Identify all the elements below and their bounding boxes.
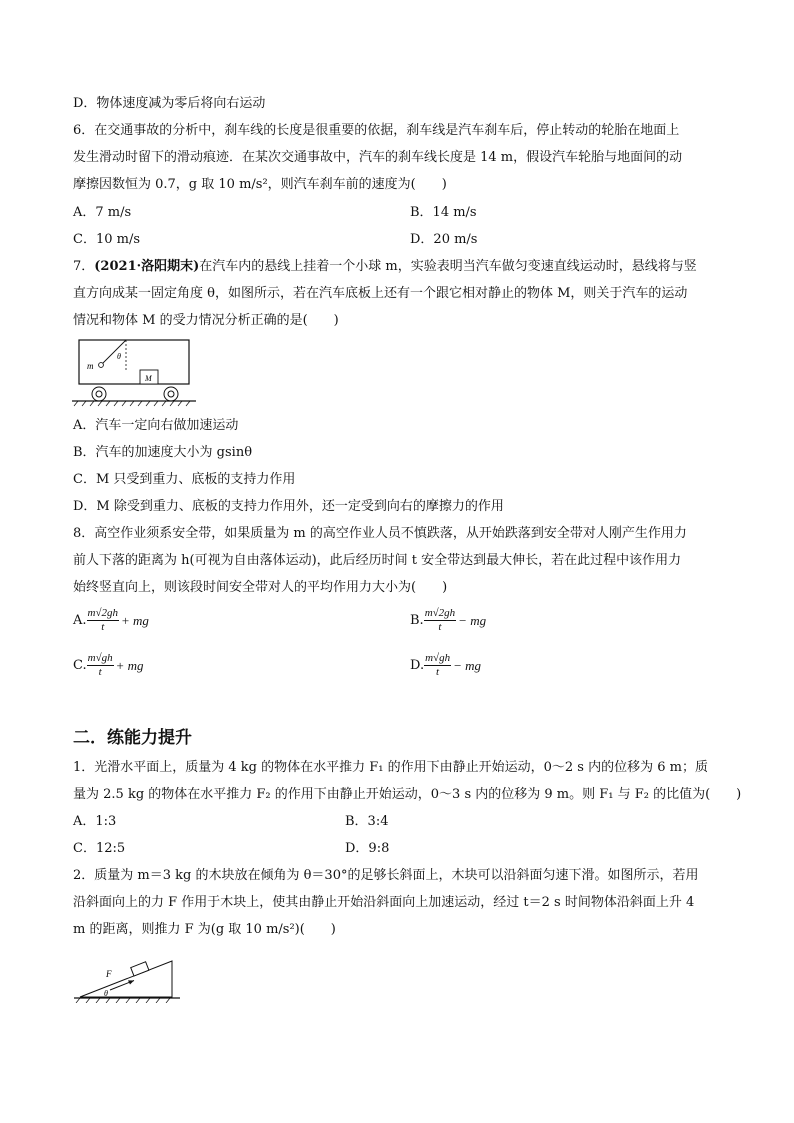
q6-option-c: C．10 m/s [73, 232, 140, 247]
q7-text-line2: 直方向成某一固定角度 θ，如图所示，若在汽车底板上还有一个跟它相对静止的物体 M，则关于汽车的运动 [73, 286, 688, 301]
q7-source: (2021·洛阳期末) [94, 259, 200, 274]
p2-text-line3: m 的距离，则推力 F 为(g 取 10 m/s²)( ) [73, 922, 336, 937]
fraction-denominator: t [101, 621, 105, 633]
q6-option-d: D．20 m/s [410, 232, 478, 247]
q8-option-a [73, 607, 149, 634]
p1-option-d: D．9:8 [345, 841, 390, 856]
q7-option-b: B．汽车的加速度大小为 gsinθ [73, 445, 253, 460]
fraction-numerator: m√2gh [424, 607, 456, 619]
p1-option-b: B．3:4 [345, 814, 389, 829]
q7-text-line3: 情况和物体 M 的受力情况分析正确的是( ) [73, 313, 339, 328]
q7-option-c: C．M 只受到重力、底板的支持力作用 [73, 472, 296, 487]
q8-text-line2: 前人下落的距离为 h(可视为自由落体运动)，此后经历时间 t 安全带达到最大伸长，若在此过程中该作用力 [73, 553, 682, 568]
car-pendulum-figure [70, 338, 200, 408]
q5-option-d: D．物体速度减为零后将向右运动 [73, 96, 266, 111]
q8-text-line1: 8．高空作业须系安全带，如果质量为 m 的高空作业人员不慎跌落，从开始跌落到安全带对人刚产生作用力 [73, 526, 687, 541]
p2-text-line1: 2．质量为 m＝3 kg 的木块放在倾角为 θ＝30°的足够长斜面上，木块可以沿斜面匀速下滑。如图所示，若用 [73, 868, 699, 883]
q6-text-line2: 发生滑动时留下的滑动痕迹．在某次交通事故中，汽车的刹车线长度是 14 m，假设汽车轮胎与地面间的动 [73, 150, 683, 165]
fraction-denominator: t [436, 666, 440, 678]
q8-option-d-label: D. [410, 658, 425, 673]
figure-label-theta: θ [104, 989, 108, 998]
fraction [424, 652, 451, 679]
figure-label-m: m [87, 361, 94, 371]
q6-option-a: A．7 m/s [73, 205, 132, 220]
p1-text-line1: 1．光滑水平面上，质量为 4 kg 的物体在水平推力 F₁ 的作用下由静止开始运动，0～2 s 内的位移为 6 m；质 [73, 760, 708, 775]
q7-line1-rest: 在汽车内的悬线上挂着一个小球 m，实验表明当汽车做匀变速直线运动时，悬线将与竖 [199, 259, 697, 274]
q6-option-b: B．14 m/s [410, 205, 477, 220]
q7-text-line1 [73, 259, 697, 275]
fraction-denominator: t [98, 666, 102, 678]
incline-figure [72, 955, 184, 1003]
q6-text-line1: 6．在交通事故的分析中，刹车线的长度是很重要的依据，刹车线是汽车刹车后，停止转动的轮胎在地面上 [73, 123, 680, 138]
p1-text-line2: 量为 2.5 kg 的物体在水平推力 F₂ 的作用下由静止开始运动，0～3 s 内的位移为 9 m。则 F₁ 与 F₂ 的比值为( ) [73, 787, 742, 802]
fraction [87, 607, 119, 634]
fraction-numerator: m√gh [87, 652, 113, 664]
q8-option-b [410, 607, 486, 634]
q8-option-a-label: A. [73, 613, 87, 628]
q8-text-line3: 始终竖直向上，则该段时间安全带对人的平均作用力大小为( ) [73, 580, 448, 595]
fraction-denominator: t [438, 621, 442, 633]
p1-option-c: C．12:5 [73, 841, 126, 856]
section-title: 二．练能力提升 [73, 728, 192, 748]
q8-option-c-label: C. [73, 658, 87, 673]
q8-option-d [410, 652, 481, 679]
q6-text-line3: 摩擦因数恒为 0.7，g 取 10 m/s²，则汽车刹车前的速度为( ) [73, 177, 447, 192]
figure-label-F: F [106, 969, 112, 979]
figure-label-theta: θ [117, 352, 121, 361]
fraction-tail: + mg [115, 657, 144, 673]
figure-label-M: M [145, 374, 152, 383]
fraction-tail: − mg [453, 657, 481, 673]
q8-option-b-label: B. [410, 613, 424, 628]
q7-option-a: A．汽车一定向右做加速运动 [73, 418, 239, 433]
fraction-numerator: m√2gh [87, 607, 119, 619]
q8-option-c [73, 652, 144, 679]
fraction-numerator: m√gh [425, 652, 451, 664]
fraction [87, 652, 114, 679]
fraction-tail: − mg [458, 612, 487, 628]
p2-text-line2: 沿斜面向上的力 F 作用于木块上，使其由静止开始沿斜面向上加速运动，经过 t＝2 s 时间物体沿斜面上升 4 [73, 895, 695, 910]
p1-option-a: A．1:3 [73, 814, 117, 829]
q7-number: 7． [73, 259, 95, 274]
q7-option-d: D．M 除受到重力、底板的支持力作用外，还一定受到向右的摩擦力的作用 [73, 499, 504, 514]
fraction-tail: + mg [121, 612, 149, 628]
fraction [424, 607, 456, 634]
